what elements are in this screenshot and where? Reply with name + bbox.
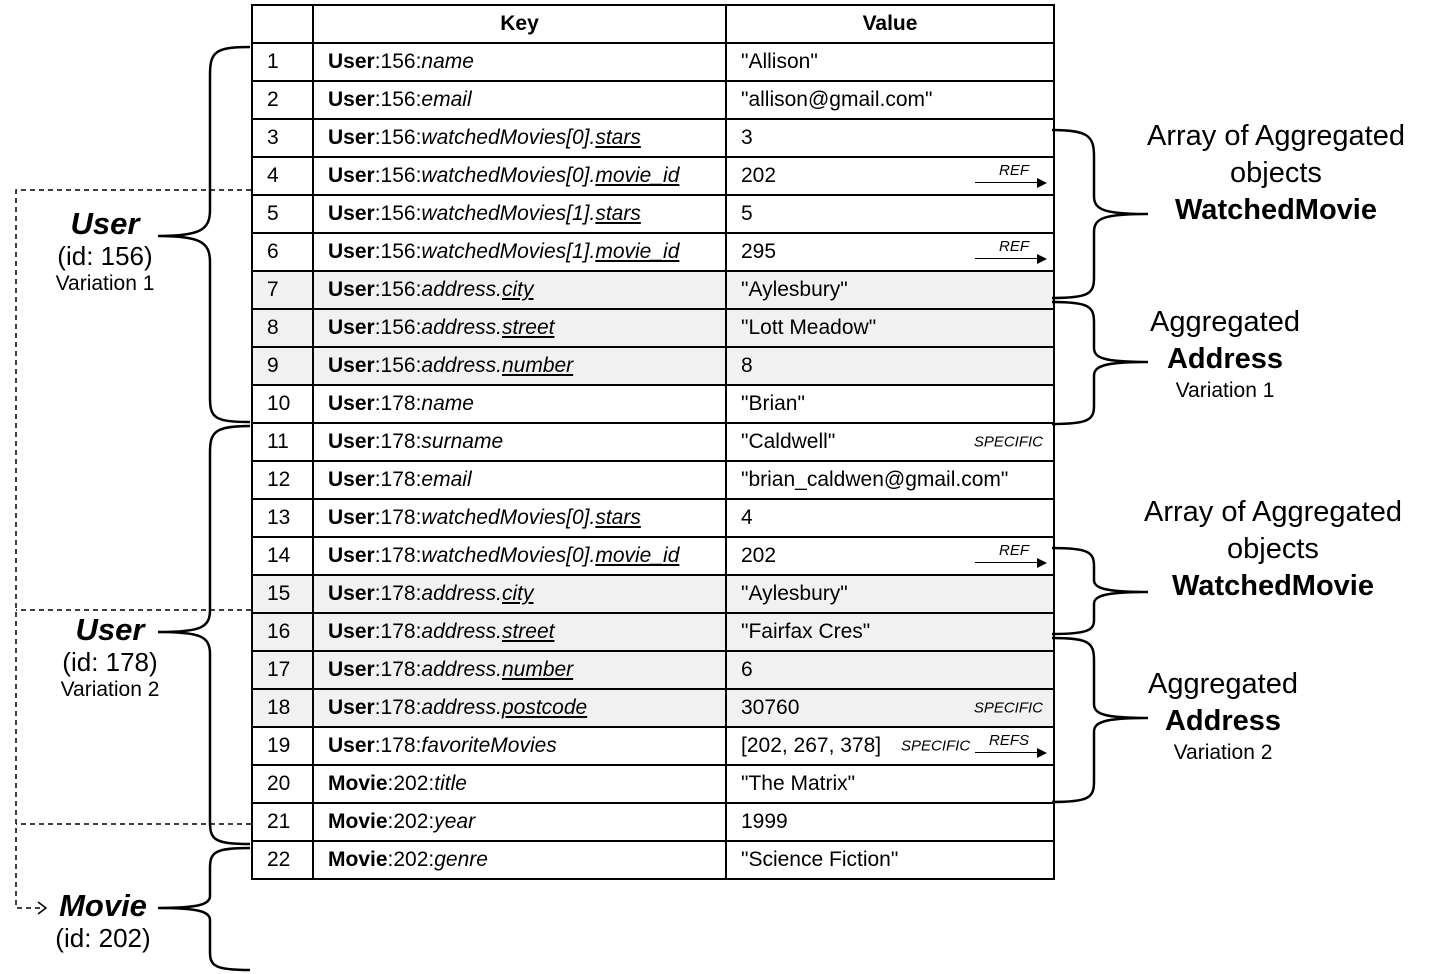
header-value: Value [726, 5, 1054, 43]
row-number: 7 [252, 271, 313, 309]
table-row [252, 423, 1054, 461]
value-text: "Lott Meadow" [741, 316, 877, 339]
key-cell [313, 423, 726, 461]
value-text: 202 [741, 544, 777, 567]
key-cell [313, 385, 726, 423]
agg-addr2-line1: Aggregated [1148, 668, 1298, 700]
table-row [252, 651, 1054, 689]
value-cell [726, 271, 1054, 309]
key-segment: :178: [374, 544, 422, 567]
agg-addr1-line3: Variation 1 [1175, 378, 1275, 402]
table-row [252, 119, 1054, 157]
value-text: 4 [741, 506, 753, 529]
table-header-row [252, 5, 1054, 43]
key-segment: address. [421, 696, 502, 719]
value-cell [726, 81, 1054, 119]
key-segment: :178: [374, 696, 422, 719]
key-cell [313, 613, 726, 651]
value-text: "The Matrix" [741, 772, 856, 795]
ref-label: REFS [988, 732, 1029, 749]
header-num [252, 5, 313, 43]
key-segment: :178: [374, 734, 422, 757]
agg-label-address-1 [1075, 304, 1375, 404]
key-segment: User [328, 316, 375, 339]
table-row [252, 537, 1054, 575]
key-segment: genre [434, 848, 488, 871]
row-number: 10 [252, 385, 313, 423]
key-segment: :178: [374, 582, 422, 605]
table-row [252, 727, 1054, 765]
row-number: 8 [252, 309, 313, 347]
value-cell [726, 157, 1054, 195]
ref-arrow-icon [975, 543, 1047, 569]
value-cell [726, 309, 1054, 347]
ref-arrow-line [975, 562, 1039, 563]
key-segment: city [501, 582, 534, 605]
ref-label: REF [999, 542, 1029, 559]
key-segment: watchedMovies[0]. [421, 506, 596, 529]
key-segment: :202: [387, 848, 435, 871]
ref-connector-row4 [16, 190, 251, 908]
row-number: 3 [252, 119, 313, 157]
value-text: "allison@gmail.com" [741, 88, 933, 111]
row-number: 17 [252, 651, 313, 689]
key-segment: :178: [374, 392, 422, 415]
value-text: "Fairfax Cres" [741, 620, 871, 643]
value-cell [726, 461, 1054, 499]
key-segment: User [328, 658, 375, 681]
key-segment: User [328, 50, 375, 73]
key-segment: stars [595, 126, 641, 149]
value-cell [726, 841, 1054, 879]
key-segment: email [421, 88, 472, 111]
key-segment: User [328, 354, 375, 377]
specific-tag: SPECIFIC [901, 737, 971, 755]
key-segment: :156: [374, 88, 422, 111]
row-number: 5 [252, 195, 313, 233]
table-row [252, 689, 1054, 727]
key-segment: :156: [374, 126, 422, 149]
value-cell [726, 651, 1054, 689]
value-cell [726, 537, 1054, 575]
value-text: 30760 [741, 696, 800, 719]
row-number: 22 [252, 841, 313, 879]
value-cell [726, 195, 1054, 233]
row-number: 6 [252, 233, 313, 271]
ref-arrow-head [1037, 748, 1047, 758]
group-user-156-variation: Variation 1 [55, 271, 155, 295]
key-segment: User [328, 620, 375, 643]
group-movie-202-name: Movie [59, 888, 147, 923]
key-segment: address. [421, 620, 502, 643]
value-cell [726, 803, 1054, 841]
value-text: "Brian" [741, 392, 805, 415]
key-cell [313, 43, 726, 81]
key-segment: :156: [374, 50, 422, 73]
key-segment: User [328, 468, 375, 491]
table-row [252, 461, 1054, 499]
value-cell [726, 765, 1054, 803]
group-label-user-156 [30, 206, 180, 296]
key-segment: :156: [374, 164, 422, 187]
key-cell [313, 841, 726, 879]
key-segment: watchedMovies[1]. [421, 240, 596, 263]
value-text: 295 [741, 240, 777, 263]
key-segment: street [501, 316, 555, 339]
ref-label: REF [999, 238, 1029, 255]
key-cell [313, 233, 726, 271]
value-cell [726, 385, 1054, 423]
value-text: "Allison" [741, 50, 818, 73]
value-cell [726, 613, 1054, 651]
key-segment: watchedMovies[0]. [421, 126, 596, 149]
agg-addr1-line2: Address [1166, 342, 1284, 375]
key-cell [313, 537, 726, 575]
group-movie-202-id: (id: 202) [55, 922, 151, 953]
key-cell [313, 347, 726, 385]
key-cell [313, 651, 726, 689]
key-segment: :178: [374, 506, 422, 529]
table-row [252, 499, 1054, 537]
ref-arrow-head [1037, 178, 1047, 188]
key-segment: :156: [374, 354, 422, 377]
agg-wm2-line3: WatchedMovie [1172, 569, 1374, 602]
value-cell [726, 423, 1054, 461]
key-cell [313, 461, 726, 499]
key-segment: movie_id [595, 240, 680, 263]
table-row [252, 195, 1054, 233]
table-row [252, 309, 1054, 347]
key-segment: :178: [374, 468, 422, 491]
row-number: 15 [252, 575, 313, 613]
agg-wm1-line1: Array of Aggregated [1147, 120, 1405, 152]
key-segment: :156: [374, 316, 422, 339]
key-segment: year [434, 810, 476, 833]
table-row [252, 157, 1054, 195]
key-cell [313, 195, 726, 233]
table-row [252, 613, 1054, 651]
value-text: "Science Fiction" [741, 848, 899, 871]
key-segment: email [421, 468, 472, 491]
value-text: "Aylesbury" [741, 278, 848, 301]
key-segment: User [328, 202, 375, 225]
value-text: "brian_caldwen@gmail.com" [741, 468, 1009, 491]
key-cell [313, 499, 726, 537]
key-segment: Movie [328, 848, 388, 871]
table-row [252, 803, 1054, 841]
key-segment: postcode [501, 696, 588, 719]
key-segment: number [501, 354, 574, 377]
header-key: Key [313, 5, 726, 43]
group-label-user-178 [35, 612, 185, 702]
key-segment: title [434, 772, 467, 795]
ref-label: REF [999, 162, 1029, 179]
value-cell [726, 233, 1054, 271]
row-number: 19 [252, 727, 313, 765]
key-segment: User [328, 544, 375, 567]
key-segment: User [328, 392, 375, 415]
value-text: 5 [741, 202, 753, 225]
key-cell [313, 119, 726, 157]
table-row [252, 841, 1054, 879]
key-segment: User [328, 278, 375, 301]
group-user-156-name: User [70, 206, 140, 241]
value-cell [726, 727, 1054, 765]
value-cell [726, 499, 1054, 537]
value-text: 3 [741, 126, 753, 149]
table-row [252, 81, 1054, 119]
table-row [252, 43, 1054, 81]
key-cell [313, 765, 726, 803]
key-segment: movie_id [595, 164, 680, 187]
key-segment: :156: [374, 202, 422, 225]
value-text: "Aylesbury" [741, 582, 848, 605]
group-label-movie-202 [28, 888, 178, 954]
key-segment: Movie [328, 810, 388, 833]
key-segment: movie_id [595, 544, 680, 567]
row-number: 13 [252, 499, 313, 537]
row-number: 2 [252, 81, 313, 119]
value-cell [726, 575, 1054, 613]
key-segment: :202: [387, 810, 435, 833]
value-text: 6 [741, 658, 753, 681]
table-row [252, 385, 1054, 423]
row-number: 14 [252, 537, 313, 575]
value-text: "Caldwell" [741, 430, 836, 453]
agg-label-address-2 [1073, 666, 1373, 766]
ref-arrow-head [1037, 558, 1047, 568]
agg-wm2-line1: Array of Aggregated [1144, 496, 1402, 528]
value-text: 8 [741, 354, 753, 377]
table-row [252, 575, 1054, 613]
key-segment: :202: [387, 772, 435, 795]
value-cell [726, 119, 1054, 157]
key-segment: address. [421, 582, 502, 605]
key-segment: address. [421, 278, 502, 301]
row-number: 9 [252, 347, 313, 385]
key-segment: User [328, 506, 375, 529]
row-number: 12 [252, 461, 313, 499]
key-cell [313, 157, 726, 195]
value-text: [202, 267, 378] [741, 734, 882, 757]
key-segment: Movie [328, 772, 388, 795]
value-cell [726, 689, 1054, 727]
agg-label-watched-movie-1 [1126, 118, 1426, 228]
key-segment: :156: [374, 278, 422, 301]
key-segment: street [501, 620, 555, 643]
table-row [252, 271, 1054, 309]
agg-addr2-line2: Address [1164, 704, 1282, 737]
key-segment: :178: [374, 658, 422, 681]
row-number: 11 [252, 423, 313, 461]
key-segment: User [328, 430, 375, 453]
value-text: 1999 [741, 810, 788, 833]
agg-addr2-line3: Variation 2 [1173, 740, 1273, 764]
group-user-178-variation: Variation 2 [60, 677, 160, 701]
agg-wm2-line2: objects [1227, 532, 1319, 565]
key-segment: city [501, 278, 534, 301]
table-body [252, 43, 1054, 879]
key-segment: User [328, 734, 375, 757]
key-cell [313, 689, 726, 727]
table-row [252, 347, 1054, 385]
ref-arrow-line [975, 258, 1039, 259]
row-number: 16 [252, 613, 313, 651]
agg-label-watched-movie-2 [1123, 494, 1423, 604]
key-segment: number [501, 658, 574, 681]
row-number: 18 [252, 689, 313, 727]
key-segment: watchedMovies[0]. [421, 164, 596, 187]
key-cell [313, 271, 726, 309]
value-cell [726, 43, 1054, 81]
key-segment: watchedMovies[0]. [421, 544, 596, 567]
specific-tag: SPECIFIC [973, 699, 1043, 717]
key-segment: name [421, 50, 474, 73]
value-cell [726, 347, 1054, 385]
key-segment: watchedMovies[1]. [421, 202, 596, 225]
agg-wm1-line2: objects [1230, 156, 1322, 189]
group-user-156-id: (id: 156) [57, 240, 153, 271]
ref-arrow-icon [975, 239, 1047, 265]
ref-arrow-head [1037, 254, 1047, 264]
key-segment: stars [595, 506, 641, 529]
key-segment: User [328, 696, 375, 719]
key-segment: address. [421, 354, 502, 377]
key-segment: stars [595, 202, 641, 225]
row-number: 21 [252, 803, 313, 841]
table-row [252, 233, 1054, 271]
agg-wm1-line3: WatchedMovie [1175, 193, 1377, 226]
key-cell [313, 575, 726, 613]
key-segment: name [421, 392, 474, 415]
key-cell [313, 727, 726, 765]
key-cell [313, 309, 726, 347]
key-segment: :178: [374, 430, 422, 453]
key-segment: address. [421, 658, 502, 681]
key-segment: :178: [374, 620, 422, 643]
key-segment: surname [421, 430, 504, 453]
value-text: 202 [741, 164, 777, 187]
ref-arrow-line [975, 752, 1039, 753]
row-number: 20 [252, 765, 313, 803]
key-segment: User [328, 164, 375, 187]
ref-arrow-line [975, 182, 1039, 183]
row-number: 4 [252, 157, 313, 195]
table-row [252, 765, 1054, 803]
ref-arrow-icon [975, 733, 1047, 759]
group-user-178-id: (id: 178) [62, 646, 158, 677]
ref-arrow-icon [975, 163, 1047, 189]
key-value-table [251, 4, 1055, 880]
key-segment: favoriteMovies [421, 734, 557, 757]
key-segment: User [328, 88, 375, 111]
agg-addr1-line1: Aggregated [1150, 306, 1300, 338]
key-segment: :156: [374, 240, 422, 263]
specific-tag: SPECIFIC [973, 433, 1043, 451]
group-user-178-name: User [75, 612, 145, 647]
key-cell [313, 81, 726, 119]
key-segment: User [328, 240, 375, 263]
key-cell [313, 803, 726, 841]
key-segment: address. [421, 316, 502, 339]
key-segment: User [328, 582, 375, 605]
key-segment: User [328, 126, 375, 149]
row-number: 1 [252, 43, 313, 81]
